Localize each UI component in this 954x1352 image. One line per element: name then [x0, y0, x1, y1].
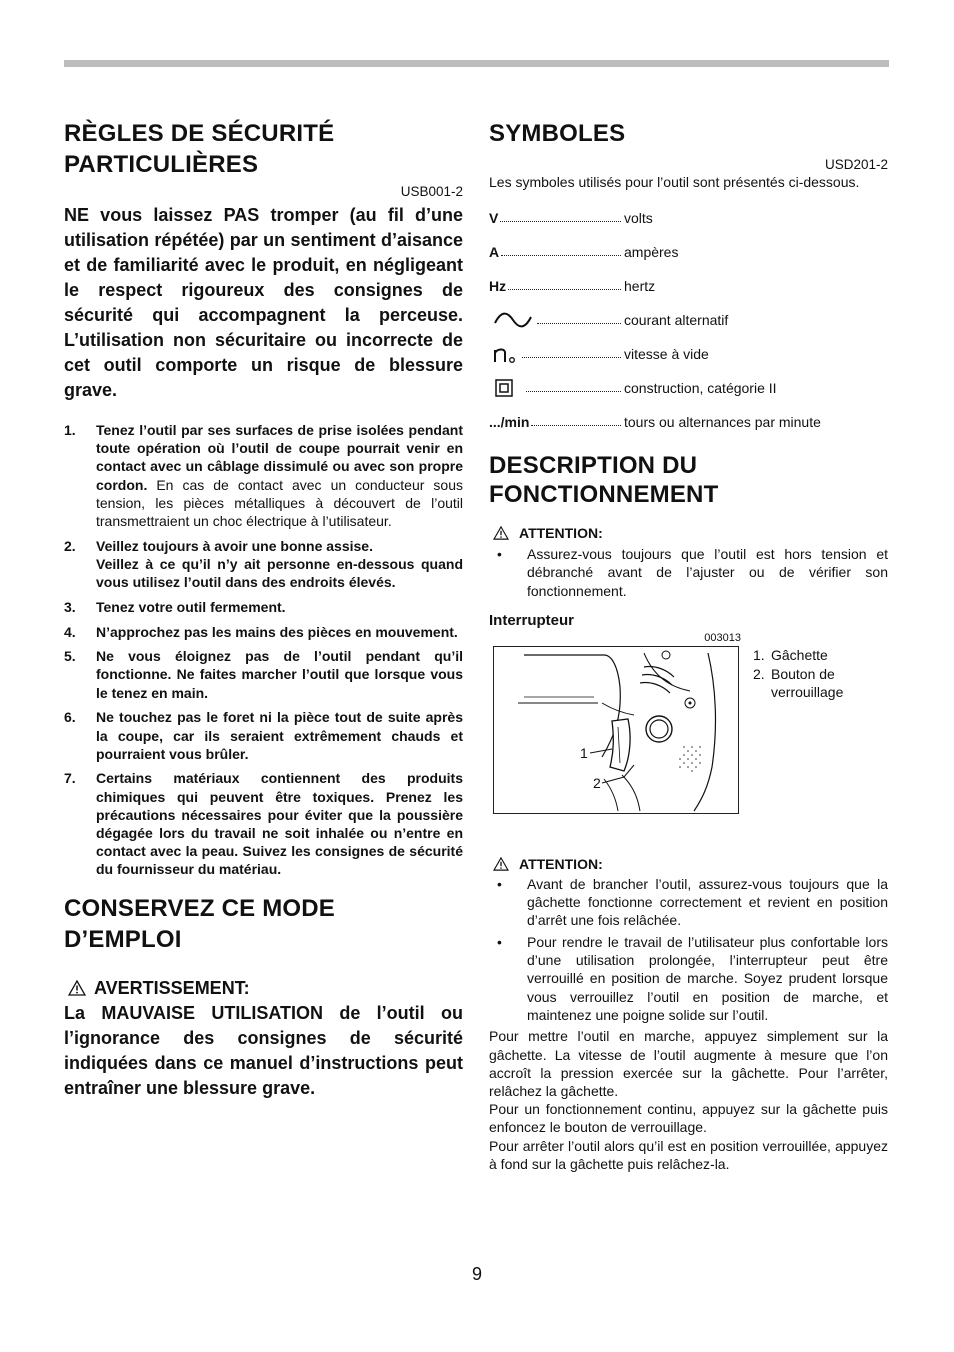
- bullet: •: [497, 933, 502, 950]
- leader-dots: [526, 391, 621, 392]
- legend-item: [753, 646, 871, 664]
- keep-manual-title: CONSERVEZ CE MODE D’EMPLOI: [64, 894, 335, 953]
- rule-text: N’approchez pas les mains des pièces en mouvement.: [96, 623, 458, 640]
- rule-item: [64, 598, 463, 616]
- rule-item: [64, 421, 463, 530]
- alternating-current-icon: [491, 309, 535, 331]
- rule-bold-text: Tenez l’outil par ses surfaces de prise isolées pendant toute opération où l’outil de coupe pourrait venir en contact avec un câblage dissimulé ou avec son propre cordon.: [96, 422, 463, 493]
- header-rule: [64, 60, 889, 67]
- callout-1: 1: [580, 744, 588, 761]
- class-ii-construction-icon: [494, 377, 524, 399]
- symbol-row: [489, 371, 888, 405]
- symbol-label: Hz: [489, 278, 507, 295]
- rule-number: 1.: [64, 422, 76, 438]
- symbol-meaning: courant alternatif: [624, 312, 729, 329]
- figure-legend: [753, 646, 871, 814]
- rule-item: [64, 623, 463, 641]
- symbol-meaning: vitesse à vide: [624, 346, 709, 363]
- symbols-code: USD201-2: [824, 157, 888, 172]
- leader-dots: [537, 323, 621, 324]
- operation-paragraph: Pour arrêter l’outil alors qu’il est en position verrouillée, appuyez à fond sur la gâchette puis relâchez-la.: [489, 1137, 888, 1172]
- rule-number: 5.: [64, 648, 76, 665]
- switch-illustration: [493, 646, 739, 814]
- attention-text: Avant de brancher l’outil, assurez-vous toujours que la gâchette fonctionne correctement et revient en position d’arrêt une fois relâchée.: [527, 875, 888, 929]
- warning-text: La MAUVAISE UTILISATION de l’outil ou l’ignorance des consignes de sécurité indiquées dans ce manuel d’instructions peut entraîner une blessure grave.: [64, 1002, 463, 1098]
- symbol-row: [489, 337, 888, 371]
- operation-paragraph: Pour mettre l’outil en marche, appuyez simplement sur la gâchette. La vitesse de l’outil augmente à mesure que l’on accroît la pression exercée sur la gâchette. Pour l’arrêter, relâchez la gâchette.: [489, 1028, 888, 1100]
- rule-item: [64, 537, 463, 592]
- safety-rules-title: RÈGLES DE SÉCURITÉ PARTICULIÈRES: [64, 120, 335, 178]
- rule-number: 2.: [64, 537, 76, 554]
- rule-normal-text: En cas de contact avec un conducteur sous tension, les pièces métalliques à découvert de l’outil transmettraient un choc électrique à l’utilisateur.: [96, 476, 463, 530]
- legend-text: Bouton de verrouillage: [771, 666, 844, 701]
- symbol-label: .../min: [489, 414, 530, 431]
- attention-label: ATTENTION:: [519, 855, 603, 872]
- safety-rules-list: [64, 421, 463, 879]
- attention-label: ATTENTION:: [519, 525, 603, 542]
- attention-heading: [489, 525, 888, 541]
- rule-text: Ne touchez pas le foret ni la pièce tout de suite après la coupe, car ils seraient extrêmement chauds et pourraient vous brûler.: [96, 709, 463, 762]
- description-title: DESCRIPTION DU FONCTIONNEMENT: [489, 452, 719, 509]
- symbols-list: [489, 201, 888, 439]
- attention-heading-2: [489, 856, 888, 872]
- symbol-meaning: construction, catégorie II: [624, 380, 777, 397]
- drill-switch-drawing: [494, 647, 738, 813]
- rule-number: 4.: [64, 623, 76, 640]
- symbol-row: [489, 405, 888, 439]
- symbol-row: [489, 235, 888, 269]
- warning-triangle-icon: [493, 857, 509, 871]
- legend-number: 1.: [753, 646, 765, 663]
- warning-label: AVERTISSEMENT:: [94, 977, 250, 998]
- symbol-meaning: ampères: [624, 244, 679, 261]
- operation-paragraph: Pour un fonctionnement continu, appuyez sur la gâchette puis enfoncez le bouton de verrouillage.: [489, 1101, 888, 1136]
- no-load-speed-icon: [492, 343, 520, 365]
- page-number: 9: [471, 1264, 482, 1284]
- symbol-row: [489, 269, 888, 303]
- attention-item: [489, 875, 888, 930]
- left-column: [64, 118, 463, 1101]
- symbol-meaning: tours ou alternances par minute: [624, 414, 821, 431]
- bullet: •: [497, 875, 502, 892]
- rule-number: 7.: [64, 770, 76, 787]
- rule-item: [64, 647, 463, 702]
- switch-figure-row: [489, 644, 888, 814]
- leader-dots: [508, 289, 621, 290]
- legend-item: [753, 665, 871, 701]
- attention-list-2: [489, 875, 888, 1024]
- warning-heading: [64, 977, 463, 999]
- safety-rules-code: USB001-2: [400, 184, 463, 199]
- leader-dots: [500, 221, 621, 222]
- attention-list: [489, 545, 888, 600]
- symbols-intro: Les symboles utilisés pour l’outil sont présentés ci-dessous.: [489, 174, 860, 190]
- symbol-row: [489, 303, 888, 337]
- legend-text: Gâchette: [771, 646, 828, 663]
- attention-text: Pour rendre le travail de l’utilisateur plus confortable lors d’une utilisation prolongée, l’interrupteur peut être verrouillé en position de marche. Soyez prudent lorsque vous verrouillez l’outil en position de marche, et maintenez une poigne solide sur l’outil.: [527, 933, 888, 1023]
- attention-item: [489, 933, 888, 1024]
- rule-item: [64, 769, 463, 878]
- rule-bold-text: Veillez toujours à avoir une bonne assise.: [96, 537, 373, 554]
- symbol-meaning: hertz: [624, 278, 656, 295]
- warning-triangle-icon: [493, 526, 509, 540]
- rule-text: [96, 537, 463, 592]
- rule-number: 3.: [64, 598, 76, 615]
- symbol-label: A: [489, 244, 500, 261]
- symbol-label: V: [489, 210, 499, 227]
- leader-dots: [501, 255, 621, 256]
- rule-item: [64, 708, 463, 763]
- legend-number: 2.: [753, 666, 765, 683]
- rule-text: Ne vous éloignez pas de l’outil pendant qu’il fonctionne. Ne faites marcher l’outil que lorsque vous le tenez en main.: [96, 648, 463, 701]
- symbol-row: [489, 201, 888, 235]
- safety-lead-warning: NE vous laissez PAS tromper (au fil d’une utilisation répétée) par un sentiment d’aisance et de familiarité avec le produit, en négligeant le respect rigoureux des consignes de sécurité qui accompagnent la perceuse. L’utilisation non sécuritaire ou incorrecte de cet outil comporte un risque de blessure grave.: [64, 205, 463, 400]
- bullet: •: [497, 546, 502, 563]
- rule-text: Tenez votre outil fermement.: [96, 598, 286, 615]
- rule-text: Certains matériaux contiennent des produits chimiques qui peuvent être toxiques. Prenez les précautions nécessaires pour éviter que la poussière dégagée lors du travail ne soit inhalée ou n’entre en contact avec la peau. Suivez les consignes de sécurité du fournisseur du matériau.: [96, 770, 463, 878]
- rule-text: [96, 421, 463, 530]
- callout-2: 2: [593, 774, 601, 791]
- attention-text: Assurez-vous toujours que l’outil est hors tension et débranché avant de l’ajuster ou de vérifier son fonctionnement.: [527, 546, 888, 599]
- leader-dots: [522, 357, 621, 358]
- rule-number: 6.: [64, 709, 76, 726]
- warning-triangle-icon: [68, 980, 86, 996]
- symbol-meaning: volts: [624, 210, 653, 227]
- leader-dots: [531, 425, 621, 426]
- symbols-title: SYMBOLES: [489, 120, 626, 147]
- rule-bold-text-2: Veillez à ce qu’il n’y ait personne en-dessous quand vous utilisez l’outil dans des endroits élevés.: [96, 555, 463, 591]
- switch-heading: Interrupteur: [489, 611, 575, 629]
- figure-code: 003013: [704, 631, 741, 644]
- attention-item: [489, 545, 888, 600]
- right-column: [489, 118, 888, 1173]
